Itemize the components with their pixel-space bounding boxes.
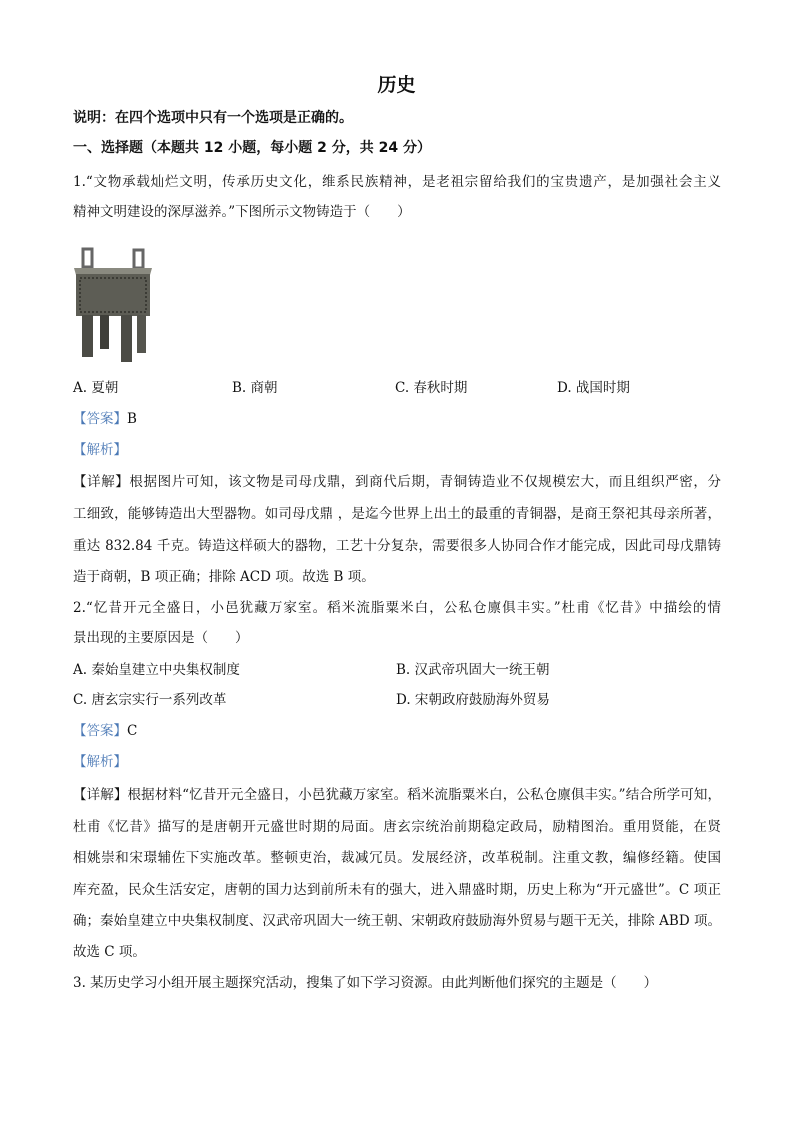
- detail-line: [73, 786, 721, 804]
- answer-label: 【答案】: [73, 411, 127, 427]
- detail-line: [73, 473, 721, 491]
- answer-label: 【答案】: [73, 723, 127, 739]
- analysis-label: 【解析】: [73, 754, 127, 770]
- option-b: B. 汉武帝巩固大一统王朝: [396, 662, 550, 678]
- detail-line: 杜甫《忆昔》描写的是唐朝开元盛世时期的局面。唐玄宗统治前期稳定政局，励精图治。重用贤能，在贤: [73, 819, 721, 835]
- answer-line: [73, 410, 721, 428]
- detail-label: 【详解】: [73, 474, 130, 490]
- option-c: C. 春秋时期: [395, 380, 468, 396]
- detail-line: 故选 C 项。: [73, 944, 146, 960]
- answer-value: C: [127, 723, 138, 739]
- option-a: A. 秦始皇建立中央集权制度: [73, 662, 240, 678]
- option-d: D. 宋朝政府鼓励海外贸易: [396, 692, 550, 708]
- question-1-line: 1.“文物承载灿烂文明，传承历史文化，维系民族精神，是老祖宗留给我们的宝贵遗产，是加强社会主义: [73, 174, 721, 190]
- detail-line: 库充盈，民众生活安定，唐朝的国力达到前所未有的强大，进入鼎盛时期，历史上称为“开元盛世”。C 项正: [73, 882, 721, 898]
- detail-line: 造于商朝，B 项正确；排除 ACD 项。故选 B 项。: [73, 569, 375, 585]
- page-title: 历史: [377, 74, 416, 96]
- detail-line: 相姚崇和宋璟辅佐下实施改革。整顿吏治，裁减冗员。发展经济，改革税制。注重文教，编修经籍。使国: [73, 850, 721, 866]
- option-b: B. 商朝: [232, 380, 278, 396]
- question-2-line: 景出现的主要原因是（ ）: [73, 630, 249, 646]
- answer-line: [73, 722, 721, 740]
- detail-line: 工细致，能够铸造出大型器物。如司母戊鼎 ，是迄今世界上出土的最重的青铜器，是商王祭祀其母亲所著，: [73, 506, 721, 522]
- answer-value: B: [127, 411, 137, 427]
- option-d: D. 战国时期: [557, 380, 630, 396]
- analysis-label: 【解析】: [73, 442, 127, 458]
- bronze-ding-icon: [74, 247, 152, 362]
- detail-text: 根据材料“忆昔开元全盛日，小邑犹藏万家室。稻米流脂粟米白，公私仓廪俱丰实。”结合所学可知，: [127, 787, 721, 803]
- detail-line: 重达 832.84 千克。铸造这样硕大的器物，工艺十分复杂，需要很多人协同合作才能完成，因此司母戊鼎铸: [73, 538, 721, 554]
- detail-label: 【详解】: [73, 787, 128, 803]
- section-heading: 一、选择题（本题共 12 小题，每小题 2 分，共 24 分）: [73, 140, 431, 156]
- detail-line: 确；秦始皇建立中央集权制度、汉武帝巩固大一统王朝、宋朝政府鼓励海外贸易与题干无关，排除 ABD 项。: [73, 913, 721, 929]
- question-3-line: 3. 某历史学习小组开展主题探究活动，搜集了如下学习资源。由此判断他们探究的主题是（ ）: [73, 975, 658, 991]
- instruction: 说明：在四个选项中只有一个选项是正确的。: [73, 110, 353, 126]
- option-a: A. 夏朝: [73, 380, 119, 396]
- question-1-line: 精神文明建设的深厚滋养。”下图所示文物铸造于（ ）: [73, 204, 411, 220]
- question-2-line: 2.“忆昔开元全盛日，小邑犹藏万家室。稻米流脂粟米白，公私仓廪俱丰实。”杜甫《忆昔》中描绘的情: [73, 600, 721, 616]
- option-c: C. 唐玄宗实行一系列改革: [73, 692, 227, 708]
- detail-text: 根据图片可知，该文物是司母戊鼎，到商代后期，青铜铸造业不仅规模宏大，而且组织严密，分: [129, 474, 722, 490]
